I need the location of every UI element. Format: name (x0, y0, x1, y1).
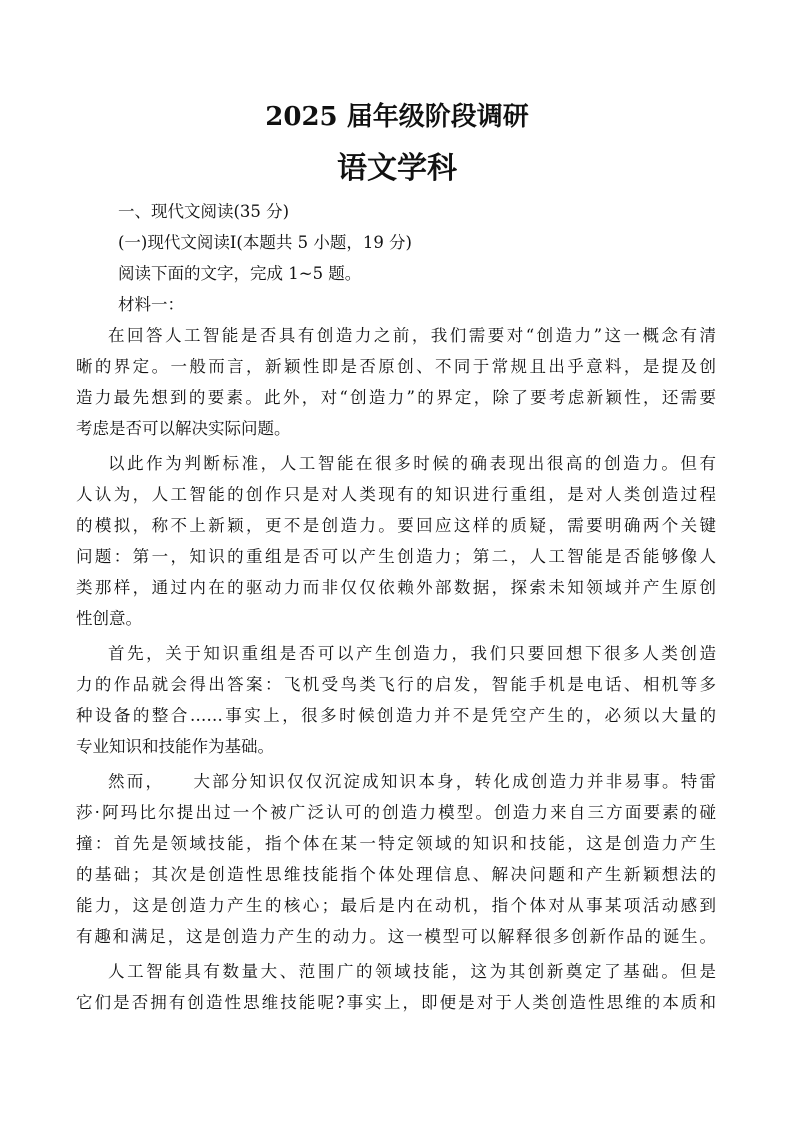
paragraph-line: 在回答人工智能是否具有创造力之前，我们需要对“创造力”这一概念有清 (108, 326, 716, 345)
paragraph-line: 然而， 大部分知识仅仅沉淀成知识本身，转化成创造力并非易事。特雷 (108, 772, 716, 791)
paragraph-line: 撞：首先是领域技能，指个体在某一特定领域的知识和技能，这是创造力产生 (76, 834, 716, 853)
paragraph-line: 力的作品就会得出答案：飞机受鸟类飞行的启发，智能手机是电话、相机等多 (76, 675, 716, 694)
paragraph-line: 考虑是否可以解决实际问题。 (76, 419, 291, 438)
paragraph-line: 的模拟，称不上新颖，更不是创造力。要回应这样的质疑，需要明确两个关键 (76, 516, 716, 535)
paragraph-line: 造力最先想到的要素。此外，对“创造力”的界定，除了要考虑新颖性，还需要 (76, 388, 716, 407)
paragraph-line: 的基础；其次是创造性思维技能指个体处理信息、解决问题和产生新颖想法的 (76, 865, 716, 884)
paragraph-line: 问题：第一，知识的重组是否可以产生创造力；第二，人工智能是否能够像人 (76, 547, 716, 566)
instruction-text: 阅读下面的文字，完成 1~5 题。 (118, 264, 362, 283)
paragraph-line: 人工智能具有数量大、范围广的领域技能，这为其创新奠定了基础。但是 (108, 962, 716, 981)
paragraph-line: 它们是否拥有创造性思维技能呢?事实上，即便是对于人类创造性思维的本质和 (76, 993, 716, 1012)
subsection-heading: (一)现代文阅读I(本题共 5 小题，19 分) (118, 233, 412, 252)
paragraph-line: 性创意。 (76, 609, 142, 628)
paragraph-line: 种设备的整合……事实上，很多时候创造力并不是凭空产生的，必须以大量的 (76, 706, 716, 725)
paragraph-line: 莎·阿玛比尔提出过一个被广泛认可的创造力模型。创造力来自三方面要素的碰 (76, 803, 716, 822)
material-label: 材料一： (118, 295, 184, 314)
paragraph-line: 能力，这是创造力产生的核心；最后是内在动机，指个体对从事某项活动感到 (76, 896, 716, 915)
paragraph-line: 晰的界定。一般而言，新颖性即是否原创、不同于常规且出乎意料，是提及创 (76, 357, 716, 376)
paragraph-line: 以此作为判断标准，人工智能在很多时候的确表现出很高的创造力。但有 (108, 454, 716, 473)
subject-title: 语文学科 (337, 151, 457, 186)
paragraph-line: 有趣和满足，这是创造力产生的动力。这一模型可以解释很多创新作品的诞生。 (76, 927, 716, 946)
paragraph-line: 人认为，人工智能的创作只是对人类现有的知识进行重组，是对人类创造过程 (76, 485, 716, 504)
exam-title: 2025 届年级阶段调研 (265, 102, 529, 132)
section-heading: 一、现代文阅读(35 分) (118, 202, 290, 221)
paragraph-line: 首先，关于知识重组是否可以产生创造力，我们只要回想下很多人类创造 (108, 644, 716, 663)
paragraph-line: 专业知识和技能作为基础。 (76, 737, 274, 756)
paragraph-line: 类那样，通过内在的驱动力而非仅仅依赖外部数据，探索未知领域并产生原创 (76, 578, 716, 597)
